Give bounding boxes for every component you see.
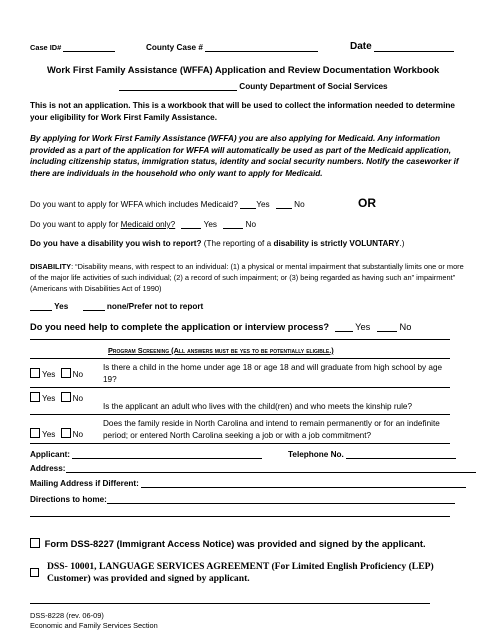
wffa-medicaid-question xyxy=(30,199,305,209)
form-10001-checkbox[interactable] xyxy=(30,568,39,577)
medicaid-yes-blank[interactable] xyxy=(181,219,201,229)
checkbox-no-3[interactable] xyxy=(61,428,71,438)
form-10001-label: DSS- 10001, LANGUAGE SERVICES AGREEMENT (For Limited English Proficiency (LEP) Customer) was provided and signed by applicant. xyxy=(47,561,434,584)
help-yes-label: Yes xyxy=(355,322,371,332)
directions-label: Directions to home: xyxy=(30,495,107,504)
form-8227-label: Form DSS-8227 (Immigrant Access Notice) was provided and signed by the applicant. xyxy=(44,538,426,549)
screening-row-1-answers xyxy=(30,368,83,379)
medicaid-note: By applying for Work First Family Assistance (WFFA) you are also applying for Medicaid. Any information provided as a part of the application for WFFA will automatically be used as part of the Medicaid application, including citizenship status, immigration status, identity and social security numbers. Notify the caseworker if there are individuals in the household who only want to apply for Medicaid. xyxy=(30,134,459,178)
mailing-address-input[interactable] xyxy=(141,478,466,488)
screening-row-3-answers xyxy=(30,428,83,439)
county-name-input[interactable] xyxy=(119,81,237,91)
mailing-address-label: Mailing Address if Different xyxy=(30,479,137,488)
county-case-input[interactable] xyxy=(205,41,318,52)
disability-question-label: Do you have a disability you wish to report? xyxy=(30,239,202,248)
county-dept-label: County Department of Social Services xyxy=(239,82,388,91)
section-name: Economic and Family Services Section xyxy=(30,621,158,630)
screening-question-1: Is there a child in the home under age 18 or age 18 and will graduate from high school by age 19? xyxy=(103,363,443,384)
medicaid-no-label: No xyxy=(245,220,257,229)
case-id-field[interactable] xyxy=(30,42,115,52)
county-case-label: County Case # xyxy=(146,43,203,52)
disability-question xyxy=(30,239,404,248)
no-label-2: No xyxy=(72,394,84,403)
checkbox-yes-2[interactable] xyxy=(30,392,40,402)
checkbox-yes-1[interactable] xyxy=(30,368,40,378)
yes-label-3: Yes xyxy=(42,430,56,439)
screening-heading: Program Screening (All answers must be yes to be potentially eligible.) xyxy=(108,346,334,355)
wffa-no-blank[interactable] xyxy=(276,199,292,209)
medicaid-no-blank[interactable] xyxy=(223,219,243,229)
address-input[interactable] xyxy=(66,463,476,473)
wffa-yes-blank[interactable] xyxy=(240,199,256,209)
date-field[interactable] xyxy=(350,40,454,52)
case-id-label: Case ID# xyxy=(30,43,62,52)
checkbox-yes-3[interactable] xyxy=(30,428,40,438)
form-8227-checkbox[interactable] xyxy=(30,538,40,548)
medicaid-only-question xyxy=(30,219,256,229)
disability-answer-row xyxy=(30,301,203,311)
wffa-yes-label: Yes xyxy=(256,200,270,209)
telephone-field[interactable] xyxy=(288,449,456,459)
disability-yes-label: Yes xyxy=(54,302,69,311)
medicaid-yes-label: Yes xyxy=(203,220,217,229)
applicant-field[interactable] xyxy=(30,449,262,459)
applicant-label: Applicant: xyxy=(30,450,71,459)
date-input[interactable] xyxy=(374,40,454,52)
yes-label-2: Yes xyxy=(42,394,56,403)
medicaid-only-link: Medicaid only? xyxy=(120,220,176,229)
disability-definition xyxy=(30,261,470,294)
medicaid-only-label: Do you want to apply for xyxy=(30,220,121,229)
help-question-label: Do you need help to complete the application or interview process? xyxy=(30,322,330,332)
yes-label-1: Yes xyxy=(42,370,56,379)
form-number: DSS-8228 (rev. 06-09) xyxy=(30,611,104,620)
no-label-3: No xyxy=(72,430,84,439)
help-no-label: No xyxy=(399,322,412,332)
directions-field[interactable] xyxy=(30,494,455,504)
disability-yes-blank[interactable] xyxy=(30,301,52,311)
telephone-label: Telephone No. xyxy=(288,450,344,459)
form-8227-row xyxy=(30,538,426,549)
checkbox-no-1[interactable] xyxy=(61,368,71,378)
applicant-input[interactable] xyxy=(72,449,262,459)
help-yes-blank[interactable] xyxy=(335,321,353,332)
county-dept-line[interactable] xyxy=(119,81,388,91)
disability-note-bold: disability is strictly VOLUNTARY xyxy=(273,239,400,248)
date-label: Date xyxy=(350,41,372,52)
not-application-note: This is not an application. This is a workbook that will be used to collect the information needed to determine your eligibility for Work First Family Assistance. xyxy=(30,101,455,122)
wffa-medicaid-label: Do you want to apply for WFFA which includes Medicaid? xyxy=(30,200,238,209)
address-label: Address xyxy=(30,464,63,473)
screening-question-2: Is the applicant an adult who lives with the child(ren) and who meets the kinship rule? xyxy=(103,402,413,411)
help-no-blank[interactable] xyxy=(377,321,397,332)
screening-question-3: Does the family reside in North Carolina and intend to remain permanently or for an indefinite period; or entered North Carolina seeking a job or with a job commitment? xyxy=(103,419,440,440)
or-label: OR xyxy=(358,196,376,210)
disability-def-label: DISABILITY xyxy=(30,262,72,271)
disability-none-blank[interactable] xyxy=(83,301,105,311)
checkbox-no-2[interactable] xyxy=(61,392,71,402)
address-field[interactable]: Address: xyxy=(30,463,476,473)
disability-note-post: .) xyxy=(399,239,405,248)
disability-def-text: : “Disability means, with respect to an individual: (1) a physical or mental impairment that substantially limits one or more of the major life activities of such individual; (2) a record of such impairment; or (3) being regarded as having such an” impairment” (Americans with Disabilities Act of 1990) xyxy=(30,262,464,293)
no-label-1: No xyxy=(72,370,84,379)
mailing-address-field[interactable]: Mailing Address if Different: xyxy=(30,478,466,488)
disability-note-pre: (The reporting of a xyxy=(203,239,274,248)
disability-none-label: none/Prefer not to report xyxy=(106,302,204,311)
case-id-input[interactable] xyxy=(63,42,115,52)
directions-input[interactable] xyxy=(107,494,455,504)
help-question xyxy=(30,321,411,332)
wffa-no-label: No xyxy=(294,200,305,209)
county-case-field[interactable] xyxy=(146,41,318,52)
telephone-input[interactable] xyxy=(346,449,456,459)
directions-extra-line xyxy=(30,516,450,517)
screening-row-2-answers xyxy=(30,392,83,403)
page-title: Work First Family Assistance (WFFA) Application and Review Documentation Workbook xyxy=(47,64,440,75)
form-10001-checkbox-wrap xyxy=(30,563,41,581)
